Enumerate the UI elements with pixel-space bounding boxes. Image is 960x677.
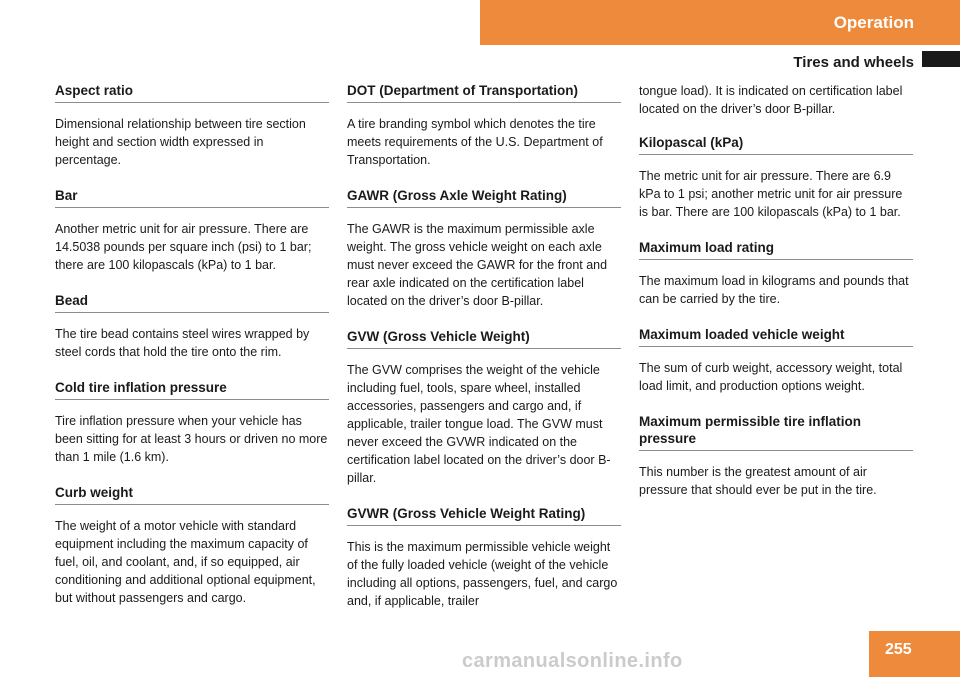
term-text: Another metric unit for air pressure. There are 14.5038 pounds per square inch (psi) to 1 bar; there are 100 kilopascals (kPa) to 1 bar. — [55, 222, 312, 272]
term-title: GVWR (Gross Vehicle Weight Rating) — [347, 505, 621, 526]
term-text: The maximum load in kilograms and pounds that can be carried by the tire. — [639, 274, 909, 306]
term-text: The GVW comprises the weight of the vehicle including fuel, tools, spare wheel, installed accessories, passengers and cargo and, if applicable, trailer tongue load. The GVW must never exceed the GVWR indicated on the certification label located on the driver’s door B-pillar. — [347, 363, 611, 485]
column-3 — [639, 82, 913, 517]
page-number: 255 — [885, 641, 912, 658]
term-kilopascal — [639, 134, 913, 221]
term-text: This number is the greatest amount of air pressure that should ever be put in the tire. — [639, 465, 877, 497]
term-text: The tire bead contains steel wires wrapped by steel cords that hold the tire onto the rim. — [55, 327, 310, 359]
term-maximum-load-rating — [639, 239, 913, 308]
term-maximum-permissible-tire-inflation-pressure — [639, 413, 913, 499]
term-title: Maximum permissible tire inflation pressure — [639, 413, 913, 451]
column-2 — [347, 82, 621, 628]
term-dot — [347, 82, 621, 169]
term-title: Curb weight — [55, 484, 329, 505]
term-maximum-loaded-vehicle-weight — [639, 326, 913, 395]
term-bar — [55, 187, 329, 274]
continued-text: tongue load). It is indicated on certification label located on the driver’s door B-pillar. — [639, 84, 903, 116]
term-title: Maximum loaded vehicle weight — [639, 326, 913, 347]
column-1 — [55, 82, 329, 625]
term-text: The GAWR is the maximum permissible axle weight. The gross vehicle weight on each axle must never exceed the GAWR for the front and rear axle indicated on the certification label located on the driver’s door B-pillar. — [347, 222, 608, 308]
term-bead — [55, 292, 329, 361]
term-title: DOT (Department of Transportation) — [347, 82, 621, 103]
term-cold-tire-inflation-pressure — [55, 379, 329, 466]
section-marker — [922, 51, 960, 67]
term-text: Dimensional relationship between tire section height and section width expressed in percentage. — [55, 117, 306, 167]
term-title: GAWR (Gross Axle Weight Rating) — [347, 187, 621, 208]
term-text: A tire branding symbol which denotes the tire meets requirements of the U.S. Department of Transportation. — [347, 117, 603, 167]
term-title: Bead — [55, 292, 329, 313]
term-title: Cold tire inflation pressure — [55, 379, 329, 400]
watermark: carmanualsonline.info — [462, 650, 683, 672]
term-text: The weight of a motor vehicle with standard equipment including the maximum capacity of fuel, oil, and coolant, and, if so equipped, air conditioning and additional optional equipment, but without passengers and cargo. — [55, 519, 316, 605]
term-text: The sum of curb weight, accessory weight, total load limit, and production options weight. — [639, 361, 903, 393]
term-title: Kilopascal (kPa) — [639, 134, 913, 155]
term-gvwr — [347, 505, 621, 610]
term-title: Aspect ratio — [55, 82, 329, 103]
chapter-title: Operation — [833, 12, 914, 32]
section-title: Tires and wheels — [793, 54, 914, 71]
term-aspect-ratio — [55, 82, 329, 169]
term-title: GVW (Gross Vehicle Weight) — [347, 328, 621, 349]
term-text: This is the maximum permissible vehicle weight of the fully loaded vehicle (weight of the vehicle including all options, passengers, fuel, and cargo and, if applicable, trailer — [347, 540, 618, 608]
term-gawr — [347, 187, 621, 310]
term-gvw — [347, 328, 621, 487]
term-title: Bar — [55, 187, 329, 208]
term-text: Tire inflation pressure when your vehicle has been sitting for at least 3 hours or driven no more than 1 mile (1.6 km). — [55, 414, 328, 464]
chapter-tab — [480, 0, 960, 45]
term-title: Maximum load rating — [639, 239, 913, 260]
term-text: The metric unit for air pressure. There are 6.9 kPa to 1 psi; another metric unit for air pressure is bar. There are 100 kilopascals (kPa) to 1 bar. — [639, 169, 903, 219]
page-number-tab — [869, 631, 960, 677]
term-curb-weight — [55, 484, 329, 607]
